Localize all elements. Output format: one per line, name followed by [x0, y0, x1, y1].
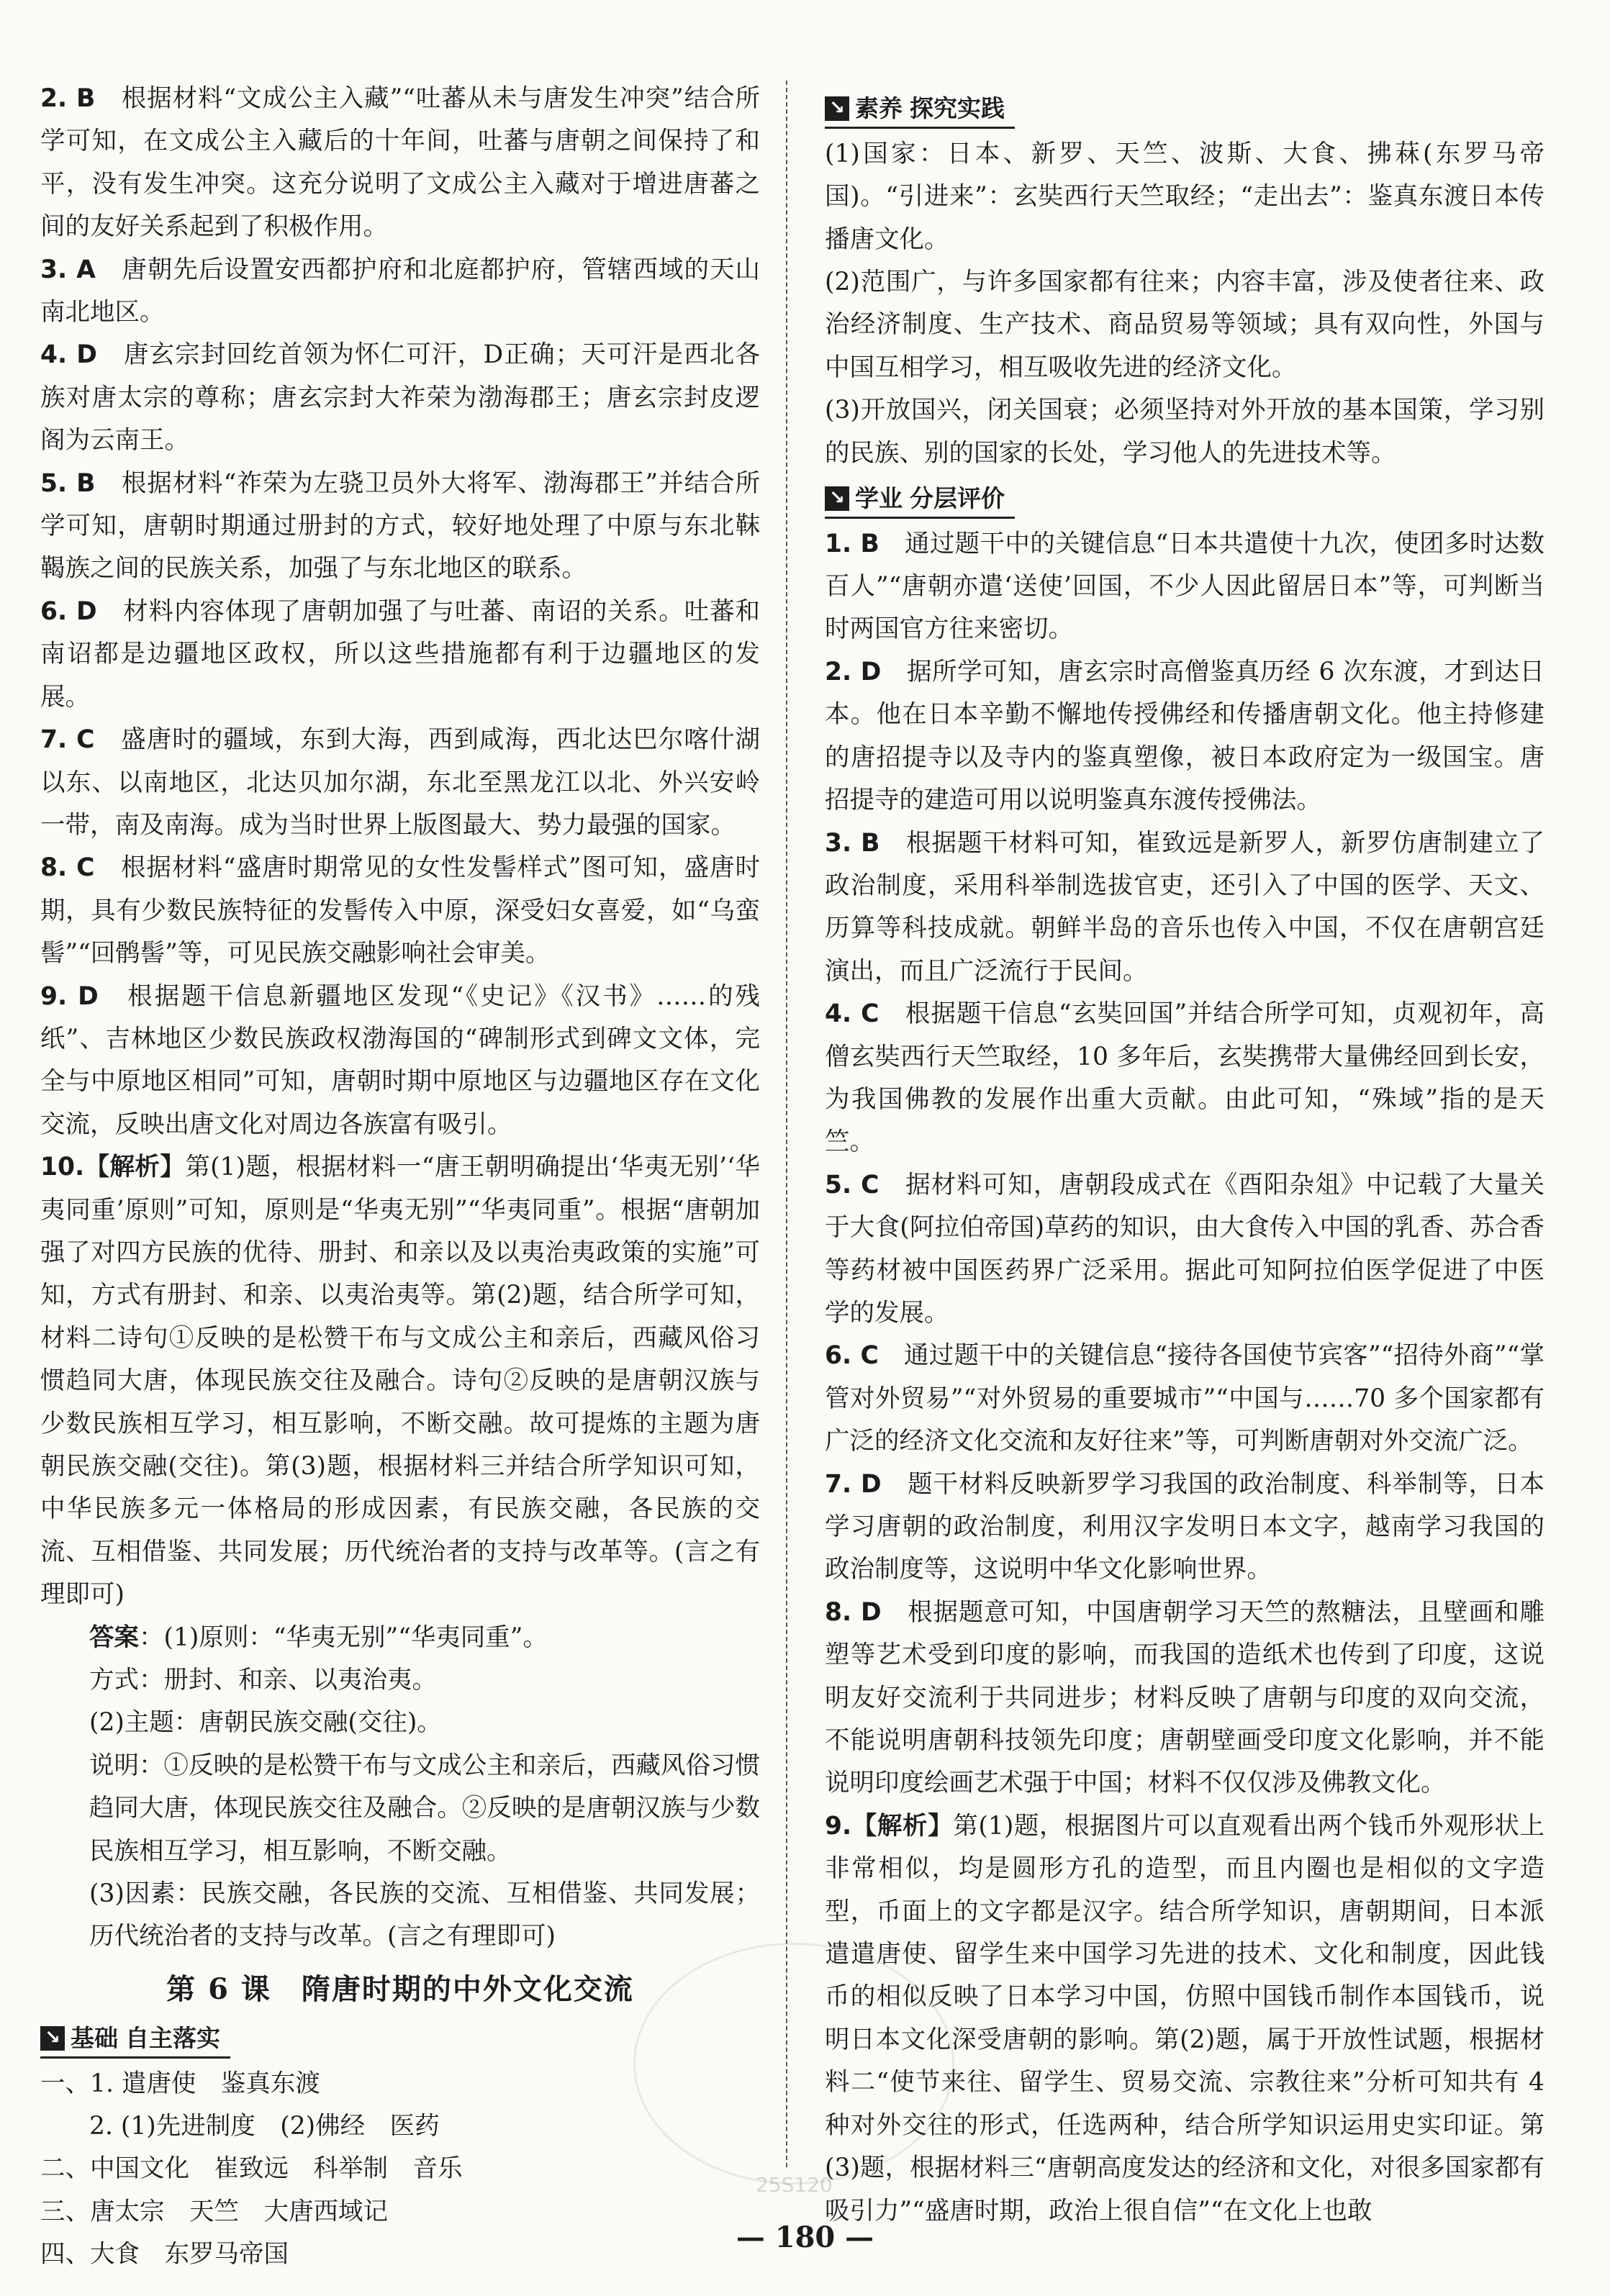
- answer-item: [825, 822, 1545, 994]
- watermark-stamp: [633, 1943, 954, 2184]
- answer-line: (3)因素：民族交融，各民族的交流、互相借鉴、共同发展；历代统治者的支持与改革。(言之有理即可): [89, 1879, 760, 1951]
- answer-text: 根据材料“盛唐时期常见的女性发髻样式”图可知，盛唐时期，具有少数民族特征的发髻传入中原，深受妇女喜爱，如“乌蛮髻”“回鹘髻”等，可见民族交融影响社会审美。: [40, 853, 760, 968]
- basic-answer-line: 一、1. 遣唐使 鉴真东渡: [40, 2069, 320, 2098]
- answer-item: [40, 847, 760, 975]
- answer-number: 3. A: [40, 255, 96, 284]
- arrow-icon: ↘: [825, 96, 849, 121]
- answer-number: 2. B: [40, 84, 96, 113]
- page-number: — 180 —: [736, 2220, 874, 2254]
- answer-item: [825, 1335, 1545, 1463]
- section-label: 学业: [855, 484, 903, 512]
- answer-text: 根据题干信息新疆地区发现“《史记》《汉书》……的残纸”、吉林地区少数民族政权渤海国的“碑制形式到碑文文体，完全与中原地区相同”可知，唐朝时期中原地区与边疆地区存在文化交流，反映出唐文化对周边各族富有吸引。: [40, 981, 761, 1139]
- answer-item: [825, 1164, 1545, 1335]
- answer-number: 5. B: [40, 468, 96, 498]
- right-column: [825, 85, 1545, 2233]
- section-header-eval: [825, 481, 1015, 519]
- answer-text: 据所学可知，唐玄宗时高僧鉴真历经 6 次东渡，才到达日本。他在日本辛勤不懈地传授佛经和传播唐朝文化。他主持修建的唐招提寺以及寺内的鉴真塑像，被日本政府定为一级国宝。唐招提寺的建造可用以说明鉴真东渡传授佛法。: [825, 657, 1545, 815]
- arrow-icon: ↘: [825, 486, 849, 511]
- analysis-tag: 【解析】: [851, 1811, 954, 1841]
- section-label: 素养: [855, 94, 903, 122]
- answer-text: 通过题干中的关键信息“接待各国使节宾客”“招待外商”“掌管对外贸易”“对外贸易的重要城市”“中国与……70 多个国家都有广泛的经济文化交流和友好往来”等，可判断唐朝对外交流广泛。: [825, 1341, 1545, 1456]
- practice-answer: (2)范围广，与许多国家都有往来；内容丰富，涉及使者往来、政治经济制度、生产技术、商品贸易等领域；具有双向性，外国与中国互相学习，相互吸收先进的经济文化。: [825, 267, 1545, 382]
- column-divider: [786, 81, 787, 2167]
- basic-answer-line: 四、大食 东罗马帝国: [40, 2240, 289, 2269]
- answer-text: 根据材料“文成公主入藏”“吐蕃从未与唐发生冲突”结合所学可知，在文成公主入藏后的十年间，吐蕃与唐朝之间保持了和平，没有发生冲突。这充分说明了文成公主入藏对于增进唐蕃之间的友好关系起到了积极作用。: [40, 84, 760, 242]
- answer-number: 8. D: [825, 1597, 882, 1627]
- answer-number: 2. D: [825, 657, 882, 686]
- answer-text: 材料内容体现了唐朝加强了与吐蕃、南诏的关系。吐蕃和南诏都是边疆地区政权，所以这些措施都有利于边疆地区的发展。: [40, 596, 761, 712]
- answer-item: [825, 523, 1545, 651]
- section-sublabel: 自主落实: [125, 2023, 220, 2052]
- answer-text: 根据题干信息“玄奘回国”并结合所学可知，贞观初年，高僧玄奘西行天竺取经，10 多年后，玄奘携带大量佛经回到长安，为我国佛教的发展作出重大贡献。由此可知，“殊域”指的是天竺。: [825, 999, 1545, 1157]
- answer-number: 10.: [40, 1153, 85, 1182]
- lesson-title: 第 6 课 隋唐时期的中外文化交流: [166, 1971, 634, 2006]
- basic-answer-line: 二、中国文化 崔致远 科举制 音乐: [40, 2154, 463, 2184]
- practice-answer: (1)国家：日本、新罗、天竺、波斯、大食、拂菻(东罗马帝国)。“引进来”：玄奘西行天竺取经；“走出去”：鉴真东渡日本传播唐文化。: [825, 139, 1545, 254]
- answer-text: 第(1)题，根据图片可以直观看出两个钱币外观形状上非常相似，均是圆形方孔的造型，而且内圈也是相似的文字造型，币面上的文字都是汉字。结合所学知识，唐朝期间，日本派遣遣唐使、留学生来中国学习先进的技术、文化和制度，因此钱币的相似反映了日本学习中国，仿照中国钱币制作本国钱币，说明日本文化深受唐朝的影响。第(2)题，属于开放性试题，根据材料二“使节来往、留学生、贸易交流、宗教往来”分析可知共有 4 种对外交往的形式，任选两种，结合所学知识运用史实印证。第(3)题，根据材料三“唐朝高度发达的经济和文化，对很多国家都有吸引力”“盛唐时期，政治上很自信”“在文化上也敢: [825, 1811, 1545, 2225]
- answer-number: 9. D: [40, 981, 99, 1011]
- section-sublabel: 探究实践: [910, 94, 1005, 122]
- answer-number: 8. C: [40, 853, 95, 883]
- section-header-basic: [40, 2020, 230, 2059]
- answer-text: 通过题干中的关键信息“日本共遣使十九次，使团多时达数百人”“唐朝亦遣‘送使’回国，不少人因此留居日本”等，可判断当时两国官方往来密切。: [825, 529, 1545, 644]
- section-header-practice: [825, 91, 1015, 129]
- watermark-text: 25S120: [756, 2173, 833, 2197]
- answer-item: [40, 976, 760, 1147]
- answer-text: 唐玄宗封回纥首领为怀仁可汗，D正确；天可汗是西北各族对唐太宗的尊称；唐玄宗封大祚荣为渤海郡王；唐玄宗封皮逻阁为云南王。: [40, 340, 760, 455]
- answer-text: 题干材料反映新罗学习我国的政治制度、科举制等，日本学习唐朝的政治制度，利用汉字发明日本文字，越南学习我国的政治制度等，这说明中华文化影响世界。: [825, 1469, 1545, 1584]
- answer-number: 1. B: [825, 529, 879, 558]
- answer-number: 6. C: [825, 1341, 879, 1371]
- answer-item: [40, 463, 760, 591]
- answer-item: [825, 1464, 1545, 1592]
- answer-text: 根据材料“祚荣为左骁卫员外大将军、渤海郡王”并结合所学可知，唐朝时期通过册封的方式，较好地处理了中原与东北靺鞨族之间的民族关系，加强了与东北地区的联系。: [40, 468, 761, 584]
- answer-number: 3. B: [825, 828, 880, 858]
- section-label: 基础: [71, 2023, 118, 2052]
- answer-item: [40, 78, 760, 249]
- section-sublabel: 分层评价: [910, 484, 1005, 512]
- answer-line: (2)主题：唐朝民族交融(交往)。: [89, 1708, 442, 1738]
- answer-number: 7. C: [40, 725, 95, 755]
- answer-number: 7. D: [825, 1469, 882, 1499]
- arrow-icon: ↘: [40, 2026, 65, 2051]
- answer-item: [40, 249, 760, 335]
- answer-number: 4. C: [825, 999, 879, 1029]
- answer-number: 9.: [825, 1811, 852, 1841]
- answer-label: 答案: [89, 1623, 139, 1652]
- answer-number: 5. C: [825, 1170, 879, 1199]
- answer-text: 第(1)题，根据材料一“唐王朝明确提出‘华夷无别’‘华夷同重’原则”可知，原则是“华夷无别”“华夷同重”。根据“唐朝加强了对四方民族的优待、册封、和亲以及以夷治夷政策的实施”可知，方式有册封、和亲、以夷治夷等。第(2)题，结合所学可知，材料二诗句①反映的是松赞干布与文成公主和亲后，西藏风俗习惯趋同大唐，体现民族交往及融合。诗句②反映的是唐朝汉族与少数民族相互学习，相互影响，不断交融。故可提炼的主题为唐朝民族交融(交往)。第(3)题，根据材料三并结合所学知识可知，中华民族多元一体格局的形成因素，有民族交融，各民族的交流、互相借鉴、共同发展；历代统治者的支持与改革等。(言之有理即可): [40, 1153, 761, 1610]
- answer-item: [825, 993, 1545, 1164]
- basic-answer-line: 2. (1)先进制度 (2)佛经 医药: [89, 2111, 440, 2141]
- answer-text: ：(1)原则：“华夷无别”“华夷同重”。: [139, 1623, 548, 1652]
- answer-text: 根据题意可知，中国唐朝学习天竺的熬糖法，且壁画和雕塑等艺术受到印度的影响，而我国的造纸术也传到了印度，这说明友好交流利于共同进步；材料反映了唐朝与印度的双向交流，不能说明唐朝科技领先印度；唐朝壁画受印度文化影响，并不能说明印度绘画艺术强于中国；材料不仅仅涉及佛教文化。: [825, 1597, 1545, 1798]
- practice-answer: (3)开放国兴，闭关国衰；必须坚持对外开放的基本国策，学习别的民族、别的国家的长处，学习他人的先进技术等。: [825, 396, 1545, 468]
- answer-number: 6. D: [40, 596, 97, 626]
- answer-text: 根据题干材料可知，崔致远是新罗人，新罗仿唐制建立了政治制度，采用科举制选拔官吏，还引入了中国的医学、天文、历算等科技成就。朝鲜半岛的音乐也传入中国，不仅在唐朝宫廷演出，而且广泛流行于民间。: [825, 828, 1545, 986]
- answer-line: [40, 1617, 760, 1659]
- answer-number: 4. D: [40, 340, 97, 370]
- answer-item: [825, 651, 1545, 822]
- answer-text: 据材料可知，唐朝段成式在《酉阳杂俎》中记载了大量关于大食(阿拉伯帝国)草药的知识，由大食传入中国的乳香、苏合香等药材被中国医药界广泛采用。据此可知阿拉伯医学促进了中医学的发展。: [825, 1170, 1545, 1328]
- answer-line: 方式：册封、和亲、以夷治夷。: [89, 1666, 437, 1695]
- basic-answer-line: 三、唐太宗 天竺 大唐西域记: [40, 2197, 388, 2226]
- left-column: [40, 78, 760, 2277]
- answer-text: 盛唐时的疆域，东到大海，西到咸海，西北达巴尔喀什湖以东、以南地区，北达贝加尔湖，东北至黑龙江以北、外兴安岭一带，南及南海。成为当时世界上版图最大、势力最强的国家。: [40, 725, 760, 840]
- answer-item: [40, 719, 760, 847]
- answer-line: 说明：①反映的是松赞干布与文成公主和亲后，西藏风俗习惯趋同大唐，体现民族交往及融合。②反映的是唐朝汉族与少数民族相互学习，相互影响，不断交融。: [89, 1751, 760, 1866]
- answer-item: [40, 1146, 760, 1616]
- analysis-tag: 【解析】: [84, 1153, 186, 1182]
- answer-item: [40, 334, 760, 462]
- answer-item: [40, 591, 760, 719]
- answer-text: 唐朝先后设置安西都护府和北庭都护府，管辖西域的天山南北地区。: [40, 255, 761, 327]
- answer-item: [825, 1592, 1545, 1805]
